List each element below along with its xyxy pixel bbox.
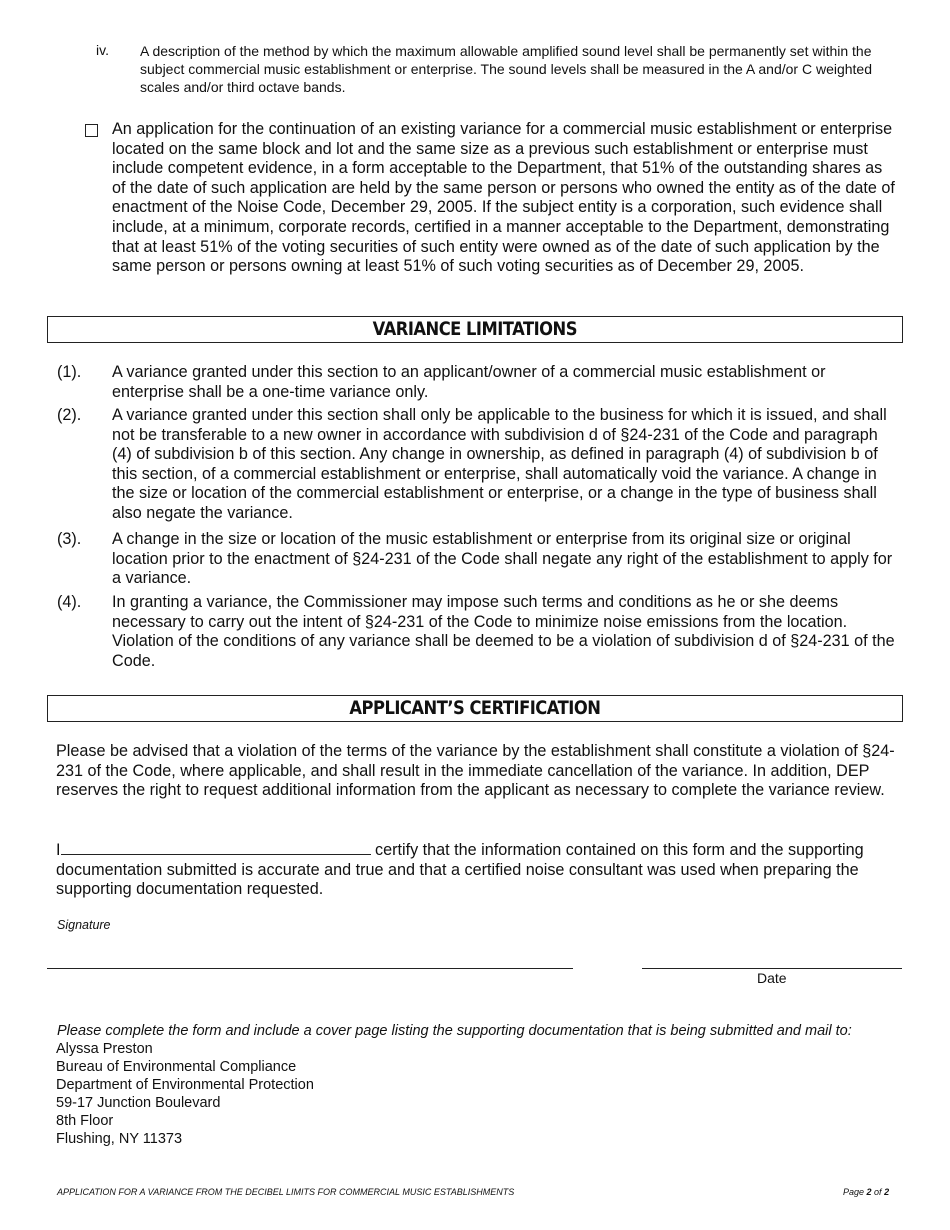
limitation-text: A change in the size or location of the music establishment or enterprise from its original size or original location prior to the enactment of §24-231 of the Code shall negate any right of the establishment to apply for a variance. — [112, 530, 893, 588]
page-sep: of — [871, 1187, 885, 1197]
certify-text: certify that the information contained on this form and the supporting documentation submitted is accurate and true and that a certified noise consultant was used when preparing the supporting documentation requested. — [56, 841, 864, 899]
page-prefix: Page — [843, 1187, 867, 1197]
limitation-number: (1). — [57, 363, 82, 381]
variance-limitations-header — [47, 316, 903, 343]
applicant-certification-header — [47, 695, 903, 722]
limitation-number: (4). — [57, 593, 82, 611]
page-total: 2 — [884, 1187, 890, 1197]
address-line: 8th Floor — [56, 1113, 114, 1129]
mailing-address — [56, 1040, 314, 1148]
footer-title: APPLICATION FOR A VARIANCE FROM THE DECIBEL LIMITS FOR COMMERCIAL MUSIC ESTABLISHMENTS — [57, 1187, 515, 1197]
limitation-number: (3). — [57, 530, 82, 548]
page-number — [843, 1187, 889, 1197]
address-line: 59-17 Junction Boulevard — [56, 1095, 221, 1111]
address-line: Flushing, NY 11373 — [56, 1131, 183, 1147]
applicant-name-field[interactable] — [61, 840, 371, 855]
limitation-text: In granting a variance, the Commissioner may impose such terms and conditions as he or she deems necessary to carry out the intent of §24-231 of the Code to minimize noise emissions from the location. Violation of the conditions of any variance shall be deemed to be a violation of subdivision d of §24-231 of the Code. — [112, 593, 895, 670]
signature-field[interactable] — [47, 968, 573, 969]
limitation-text: A variance granted under this section shall only be applicable to the business for which it is issued, and shall not be transferable to a new owner in accordance with subdivision d of §24-231 of the Code and paragraph (4) of subdivision b of this section. Any change in ownership, as defined in paragraph (4) of subdivision b of this section, of a commercial establishment or enterprise, shall automatically void the variance. A change in the size or location of the commercial establishment or enterprise, or a change in the type of business shall also negate the variance. — [112, 406, 887, 522]
signature-label: Signature — [57, 918, 111, 932]
applicant-certification-title: APPLICANT’S CERTIFICATION — [349, 697, 601, 719]
address-line: Bureau of Environmental Compliance — [56, 1059, 297, 1075]
continuation-checkbox[interactable] — [85, 124, 98, 137]
continuation-text: An application for the continuation of an existing variance for a commercial music establishment or enterprise located on the same block and lot and the same size as a previous such establishment or enterprise must include competent evidence, in a form acceptable to the Department, that 51% of the outstanding shares as of the date of such application are held by the same person or persons who owned the entity as of the date of enactment of the Noise Code, December 29, 2005. If the subject entity is a corporation, such evidence shall include, at a minimum, corporate records, certified in a manner acceptable to the Department, demonstrating that at least 51% of the voting securities of such entity were owned as of the date of such application by the same person or persons owning at least 51% of such voting securities as of December 29, 2005. — [112, 120, 895, 276]
address-line: Alyssa Preston — [56, 1041, 153, 1057]
advisory-paragraph: Please be advised that a violation of the terms of the variance by the establishment shall constitute a violation of §24-231 of the Code, where applicable, and shall result in the immediate cancellation of the variance. In addition, DEP reserves the right to request additional information from the applicant as necessary to complete the variance review. — [56, 742, 895, 800]
limitation-text: A variance granted under this section to an applicant/owner of a commercial music establishment or enterprise shall be a one-time variance only. — [112, 363, 826, 401]
address-line: Department of Environmental Protection — [56, 1077, 314, 1093]
limitation-number: (2). — [57, 406, 82, 424]
date-field[interactable] — [642, 968, 902, 969]
date-label: Date — [757, 970, 787, 986]
list-marker-iv: iv. — [96, 42, 109, 58]
certify-paragraph — [56, 840, 898, 900]
certify-prefix: I — [56, 841, 61, 859]
mailing-instruction: Please complete the form and include a cover page listing the supporting documentation that is being submitted and mail to: — [57, 1023, 852, 1039]
item-iv-text: A description of the method by which the maximum allowable amplified sound level shall be permanently set within the subject commercial music establishment or enterprise. The sound levels shall be measured in the A and/or C weighted scales and/or third octave bands. — [140, 43, 873, 95]
variance-limitations-title: VARIANCE LIMITATIONS — [372, 318, 578, 340]
page-current: 2 — [866, 1187, 872, 1197]
